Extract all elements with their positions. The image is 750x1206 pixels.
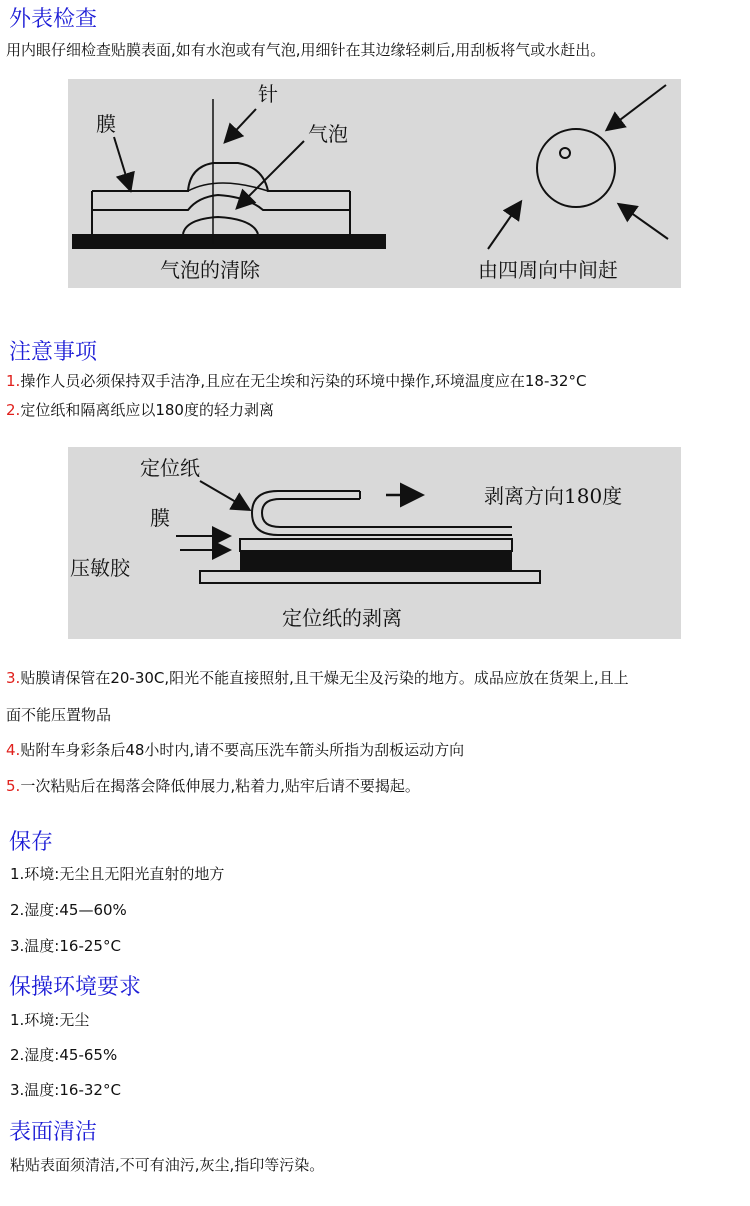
- label-bubble: 气泡: [308, 122, 348, 146]
- caption-left: 气泡的清除: [160, 258, 260, 282]
- figure-bubble-removal: [68, 79, 681, 288]
- caption-right: 由四周向中间赶: [478, 258, 618, 282]
- base-plate: [72, 234, 386, 249]
- section-heading-notes: 注意事项: [9, 340, 98, 365]
- environment-item-2: 2.湿度:45-65%: [10, 1046, 118, 1064]
- note-item-3-cont: 面不能压置物品: [6, 706, 112, 724]
- adhesive-layer: [240, 551, 512, 571]
- label-film: 膜: [96, 112, 116, 136]
- inspection-text: 用内眼仔细检查贴膜表面,如有水泡或有气泡,用细针在其边缘轻刺后,用刮板将气或水赶出。: [6, 41, 606, 59]
- environment-item-1: 1.环境:无尘: [10, 1011, 90, 1029]
- storage-item-3: 3.温度:16-25°C: [10, 937, 121, 955]
- label-needle: 针: [258, 82, 278, 106]
- note-item-3: 3.贴膜请保管在20-30C,阳光不能直接照射,且干燥无尘及污染的地方。成品应放在货架上,且上: [6, 669, 629, 687]
- note-item-1: 1.操作人员必须保持双手洁净,且应在无尘埃和污染的环境中操作,环境温度应在18-32°C: [6, 372, 587, 390]
- note-item-4: 4.贴附车身彩条后48小时内,请不要高压洗车箭头所指为刮板运动方向: [6, 741, 465, 759]
- storage-item-2: 2.湿度:45—60%: [10, 901, 127, 919]
- label-paper: 定位纸: [140, 456, 200, 480]
- figure-paper-peeling: [68, 447, 681, 639]
- environment-item-3: 3.温度:16-32°C: [10, 1081, 121, 1099]
- section-heading-cleaning: 表面清洁: [9, 1120, 98, 1145]
- label-direction: 剥离方向180度: [484, 484, 623, 508]
- bubble-circle: [537, 129, 615, 207]
- note-item-2: 2.定位纸和隔离纸应以180度的轻力剥离: [6, 401, 274, 419]
- caption: 定位纸的剥离: [282, 606, 402, 630]
- label-adhesive: 压敏胶: [70, 556, 130, 580]
- storage-item-1: 1.环境:无尘且无阳光直射的地方: [10, 865, 225, 883]
- note-item-5: 5.一次粘贴后在揭落会降低伸展力,粘着力,贴牢后请不要揭起。: [6, 777, 420, 795]
- section-heading-environment: 保操环境要求: [9, 975, 142, 1000]
- film-layer: [240, 539, 512, 551]
- label-film: 膜: [150, 506, 170, 530]
- section-heading-storage: 保存: [9, 830, 54, 855]
- section-heading-inspection: 外表检查: [9, 7, 98, 32]
- cleaning-text: 粘贴表面须清洁,不可有油污,灰尘,指印等污染。: [10, 1156, 325, 1174]
